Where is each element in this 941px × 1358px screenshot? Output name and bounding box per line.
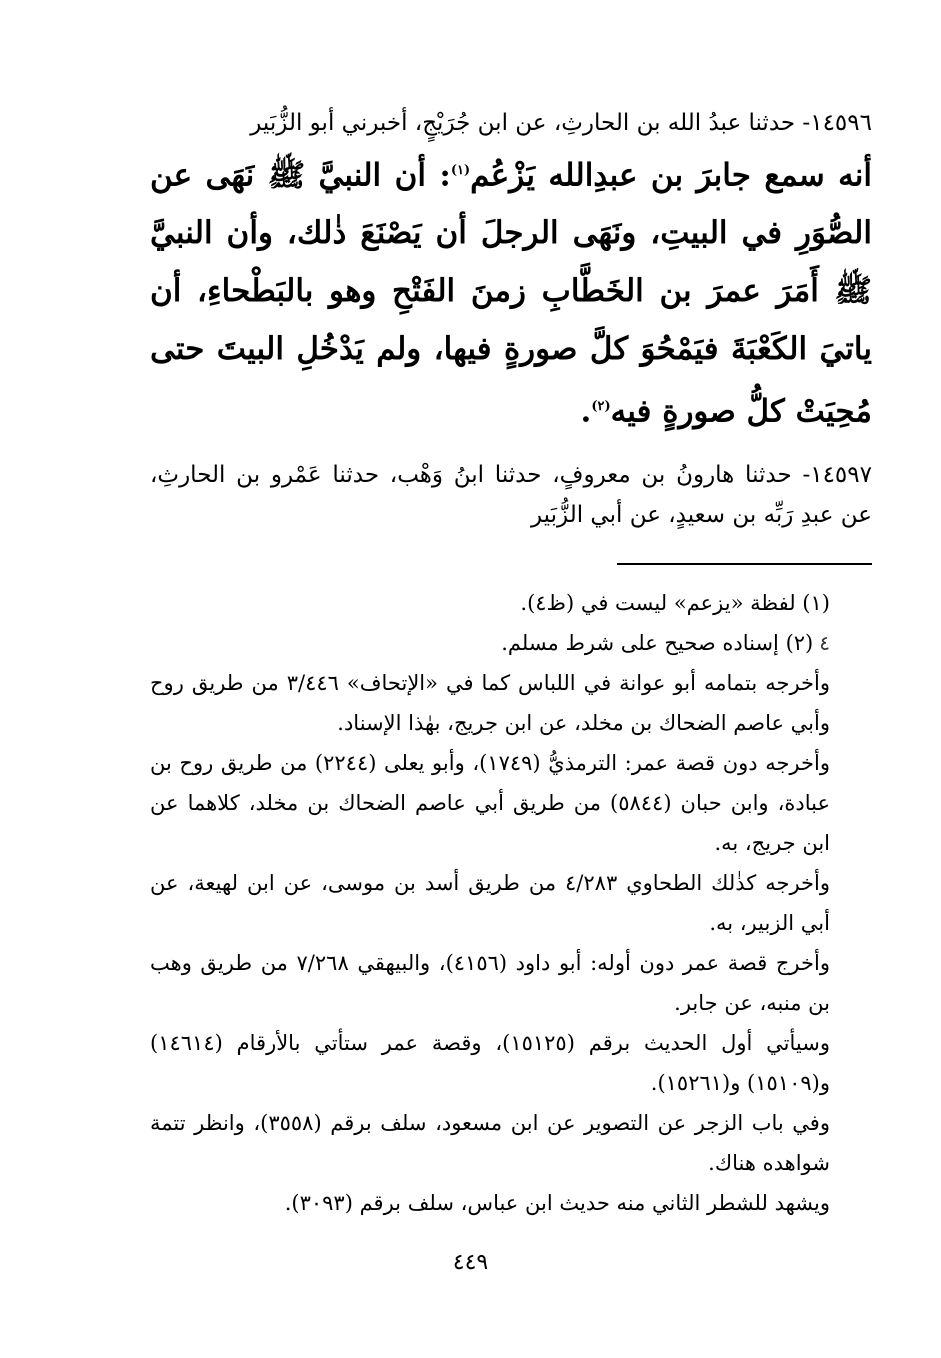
footnote-2: [150, 623, 872, 663]
footnote-paragraph-5: وسيأتي أول الحديث برقم (١٥١٢٥)، وقصة عمر ستأتي بالأرقام (١٤٦١٤) و(١٥١٠٩) و(١٥٢٦١).: [150, 1030, 831, 1095]
footnote-paragraph-6: وفي باب الزجر عن التصوير عن ابن مسعود، سلف برقم (٣٥٥٨)، وانظر تتمة شواهده هناك.: [150, 1110, 830, 1175]
hadith-14596-text-part-1: أنه سمع جابرَ بن عبدِالله يَزْعُم: [470, 157, 872, 194]
page-body: [150, 104, 872, 1223]
hadith-14596-text-part-2: : أن النبيَّ ﷺ نَهَى عن الصُّوَرِ في البيتِ، ونَهَى الرجلَ أن يَصْنَعَ ذٰلك، وأن النبيَّ ﷺ أَمَرَ عمرَ بن الخَطَّابِ زمنَ الفَتْحِ وهو بالبَطْحاءِ، أن ياتيَ الكَعْبَةَ فيَمْحُوَ كلَّ صورةٍ فيها، ولم يَدْخُلِ البيتَ حتى مُحِيَتْ كلُّ صورةٍ فيه: [150, 157, 872, 430]
hadith-14596-text: [150, 142, 872, 441]
footnote-ref-2: (٢): [591, 399, 611, 415]
footnote-paragraph-3: وأخرجه كذٰلك الطحاوي ٤/٢٨٣ من طريق أسد بن موسى، عن ابن لهيعة، عن أبي الزبير، به.: [150, 870, 830, 935]
footnote-divider: [617, 563, 872, 565]
hadith-14597-text: ١٤٥٩٧- حدثنا هارونُ بن معروفٍ، حدثنا ابنُ وَهْب، حدثنا عَمْرو بن الحارثِ، عن عبدِ رَبِّه بن سعيدٍ، عن أبي الزُّبَير: [150, 461, 872, 528]
footnote-paragraph-2: وأخرجه دون قصة عمر: الترمذيُّ (١٧٤٩)، وأبو يعلى (٢٢٤٤) من طريق روح بن عبادة، وابن حبان (٥٨٤٤) من طريق أبي عاصم الضحاك بن مخلد، كلاهما عن ابن جريج، به.: [150, 750, 830, 855]
page-number: ٤٤٩: [452, 1250, 489, 1275]
margin-mark: ٤: [819, 630, 830, 655]
footnotes: [150, 583, 872, 1223]
hadith-14596-intro: ١٤٥٩٦- حدثنا عبدُ الله بن الحارثِ، عن ابن جُرَيْجٍ، أخبرني أبو الزُّبَير: [250, 110, 872, 136]
footnote-paragraph-7: ويشهد للشطر الثاني منه حديث ابن عباس، سلف برقم (٣٠٩٣).: [284, 1190, 830, 1215]
footnote-paragraph-4: وأخرج قصة عمر دون أوله: أبو داود (٤١٥٦)، والبيهقي ٧/٢٦٨ من طريق وهب بن منبه، عن جابر.: [150, 950, 830, 1015]
footnote-paragraph-1: وأخرجه بتمامه أبو عوانة في اللباس كما في «الإتحاف» ٣/٤٤٦ من طريق روح وأبي عاصم الضحاك بن مخلد، عن ابن جريج، بهٰذا الإسناد.: [150, 670, 830, 735]
footnote-ref-1: (١): [450, 163, 471, 178]
footnote-2-text: (٢) إسناده صحيح على شرط مسلم.: [501, 630, 814, 655]
hadith-14596-end: .: [580, 393, 592, 430]
footnote-1: (١) لفظة «يزعم» ليست في (ظ٤).: [520, 590, 830, 615]
